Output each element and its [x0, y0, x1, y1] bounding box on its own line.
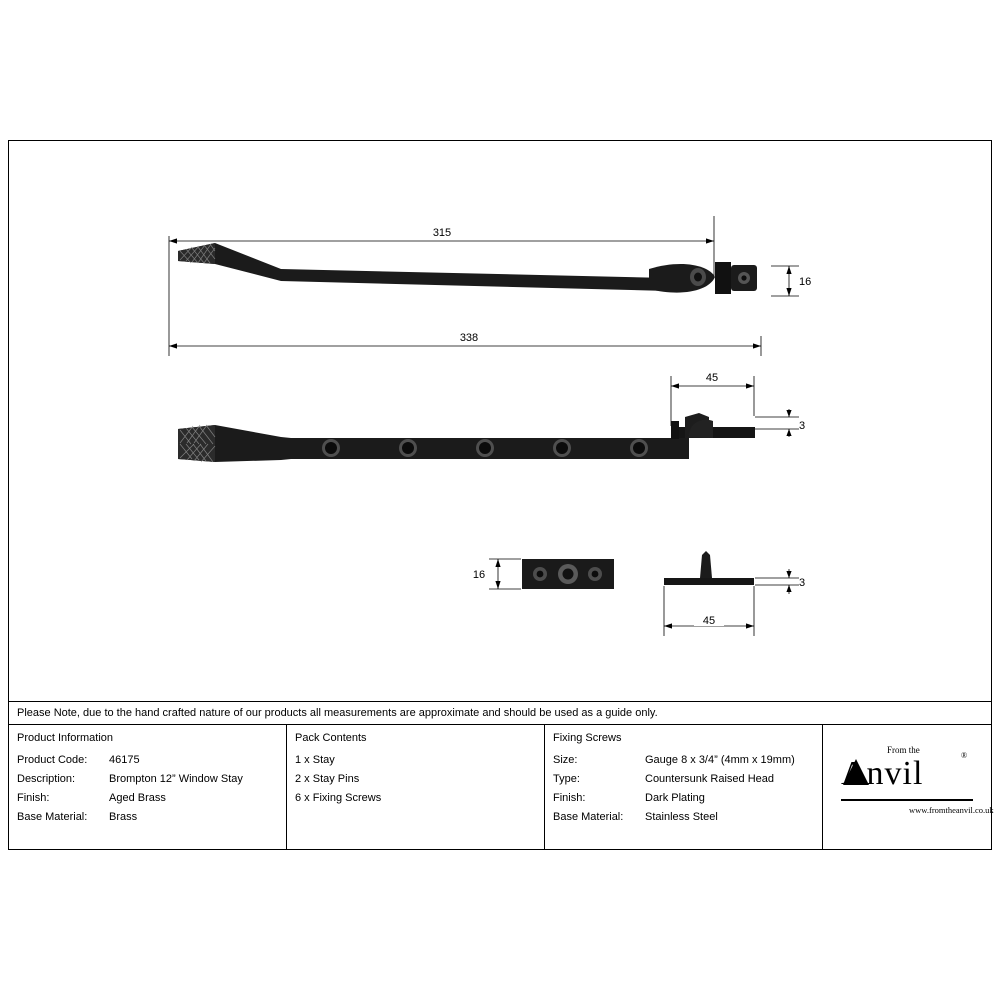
product-code-value: 46175 — [109, 754, 140, 766]
fixing-screws-column — [545, 725, 823, 849]
base-material-row — [17, 811, 278, 824]
pack-item: 1 x Stay — [295, 754, 335, 766]
screw-size-value: Gauge 8 x 3/4” (4mm x 19mm) — [645, 754, 795, 766]
product-code-row — [17, 754, 278, 767]
base-material-label: Base Material: — [17, 811, 88, 823]
screw-type-label: Type: — [553, 773, 580, 785]
info-table — [9, 725, 994, 849]
fixing-screws-heading: Fixing Screws — [553, 732, 622, 744]
finish-row — [17, 792, 278, 805]
dim-3-pin-label: 3 — [799, 577, 806, 589]
screw-base-material-label: Base Material: — [553, 811, 624, 823]
screw-type-value: Countersunk Raised Head — [645, 773, 775, 785]
logo-url-text: www.fromtheanvil.co.uk — [909, 805, 994, 815]
plan-view-group — [178, 370, 805, 462]
from-the-anvil-logo — [823, 725, 994, 849]
product-information-heading: Product Information — [17, 732, 113, 744]
product-code-label: Product Code: — [17, 754, 88, 766]
dim-16-plate-label: 16 — [472, 569, 486, 581]
dim-45-pin-label: 45 — [702, 615, 716, 627]
screw-finish-label: Finish: — [553, 792, 586, 804]
dim-338-label: 338 — [459, 332, 479, 344]
pack-contents-column — [287, 725, 545, 849]
description-value: Brompton 12” Window Stay — [109, 773, 243, 785]
screw-type-row — [553, 773, 814, 786]
top-view-group — [169, 216, 811, 356]
pin-side-view-group — [664, 551, 805, 636]
logo-divider — [841, 799, 973, 801]
registered-trademark-icon: ® — [961, 751, 968, 760]
pack-item: 6 x Fixing Screws — [295, 792, 382, 804]
logo-anvil-text: Anvil — [841, 755, 924, 792]
screw-finish-value: Dark Plating — [645, 792, 705, 804]
dim-315-label: 315 — [432, 227, 452, 239]
base-material-value: Brass — [109, 811, 138, 823]
brand-logo-column — [823, 725, 994, 849]
description-row — [17, 773, 278, 786]
screw-base-material-row — [553, 811, 814, 824]
pack-contents-heading: Pack Contents — [295, 732, 367, 744]
screw-base-material-value: Stainless Steel — [645, 811, 718, 823]
drawing-svg — [9, 141, 991, 701]
dim-16-label: 16 — [799, 276, 812, 288]
logo-from-the-text: From the — [887, 745, 920, 755]
description-label: Description: — [17, 773, 76, 785]
dim-3-label: 3 — [799, 420, 806, 432]
finish-value: Aged Brass — [109, 792, 166, 804]
pack-item: 2 x Stay Pins — [295, 773, 360, 785]
measurement-note: Please Note, due to the hand crafted nature of our products all measurements are approximate and should be used as a guide only. — [9, 701, 991, 725]
finish-label: Finish: — [17, 792, 50, 804]
pin-plate-view-group — [473, 559, 614, 589]
spec-sheet — [8, 140, 992, 850]
screw-size-label: Size: — [553, 754, 578, 766]
screw-finish-row — [553, 792, 814, 805]
product-information-column — [9, 725, 287, 849]
screw-size-row — [553, 754, 814, 767]
dim-45-label: 45 — [705, 372, 719, 384]
technical-drawing — [9, 141, 991, 701]
